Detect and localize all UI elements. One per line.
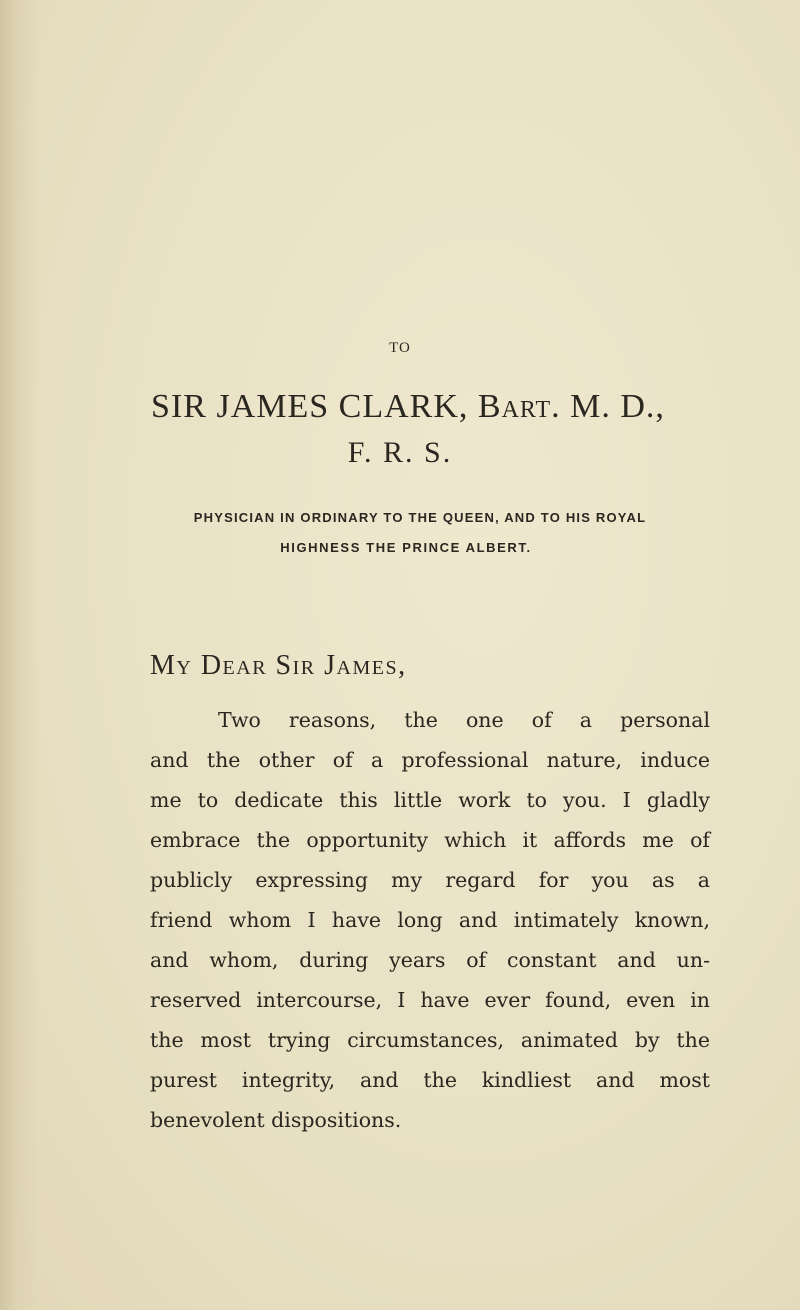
page-gutter-shadow <box>0 0 40 1310</box>
letter-line: friend whom I have long and intimately known, <box>150 908 710 932</box>
letter-line: publicly expressing my regard for you as a <box>150 868 710 892</box>
dedicatee-office-line-1: PHYSICIAN IN ORDINARY TO THE QUEEN, AND TO HIS ROYAL <box>193 510 647 525</box>
letter-line: benevolent dispositions. <box>150 1108 402 1132</box>
dedicatee-frs: F. R. S. <box>347 436 453 469</box>
letter-line: me to dedicate this little work to you. I gladly <box>150 788 710 812</box>
dedicatee-degree: M. D., <box>560 388 665 425</box>
dedicatee-office-line-2: HIGHNESS THE PRINCE ALBERT. <box>280 540 532 555</box>
dedicatee-name <box>0 388 800 426</box>
dedication-to: TO <box>389 340 411 356</box>
letter-line: reserved intercourse, I have ever found, even in <box>150 988 710 1012</box>
letter-line: the most trying circumstances, animated by the <box>150 1028 710 1052</box>
letter-line: and whom, during years of constant and un- <box>150 948 710 972</box>
letter-line: Two reasons, the one of a personal <box>218 708 710 732</box>
letter-line: embrace the opportunity which it affords me of <box>150 828 710 852</box>
letter-body <box>150 700 710 1140</box>
dedicatee-baronet-title: Bart. <box>477 388 561 425</box>
dedicatee-name-main: SIR JAMES CLARK, <box>151 388 478 425</box>
letter-line: and the other of a professional nature, induce <box>150 748 710 772</box>
letter-line: purest integrity, and the kindliest and most <box>150 1068 710 1092</box>
letter-salutation: My Dear Sir James, <box>150 650 407 681</box>
